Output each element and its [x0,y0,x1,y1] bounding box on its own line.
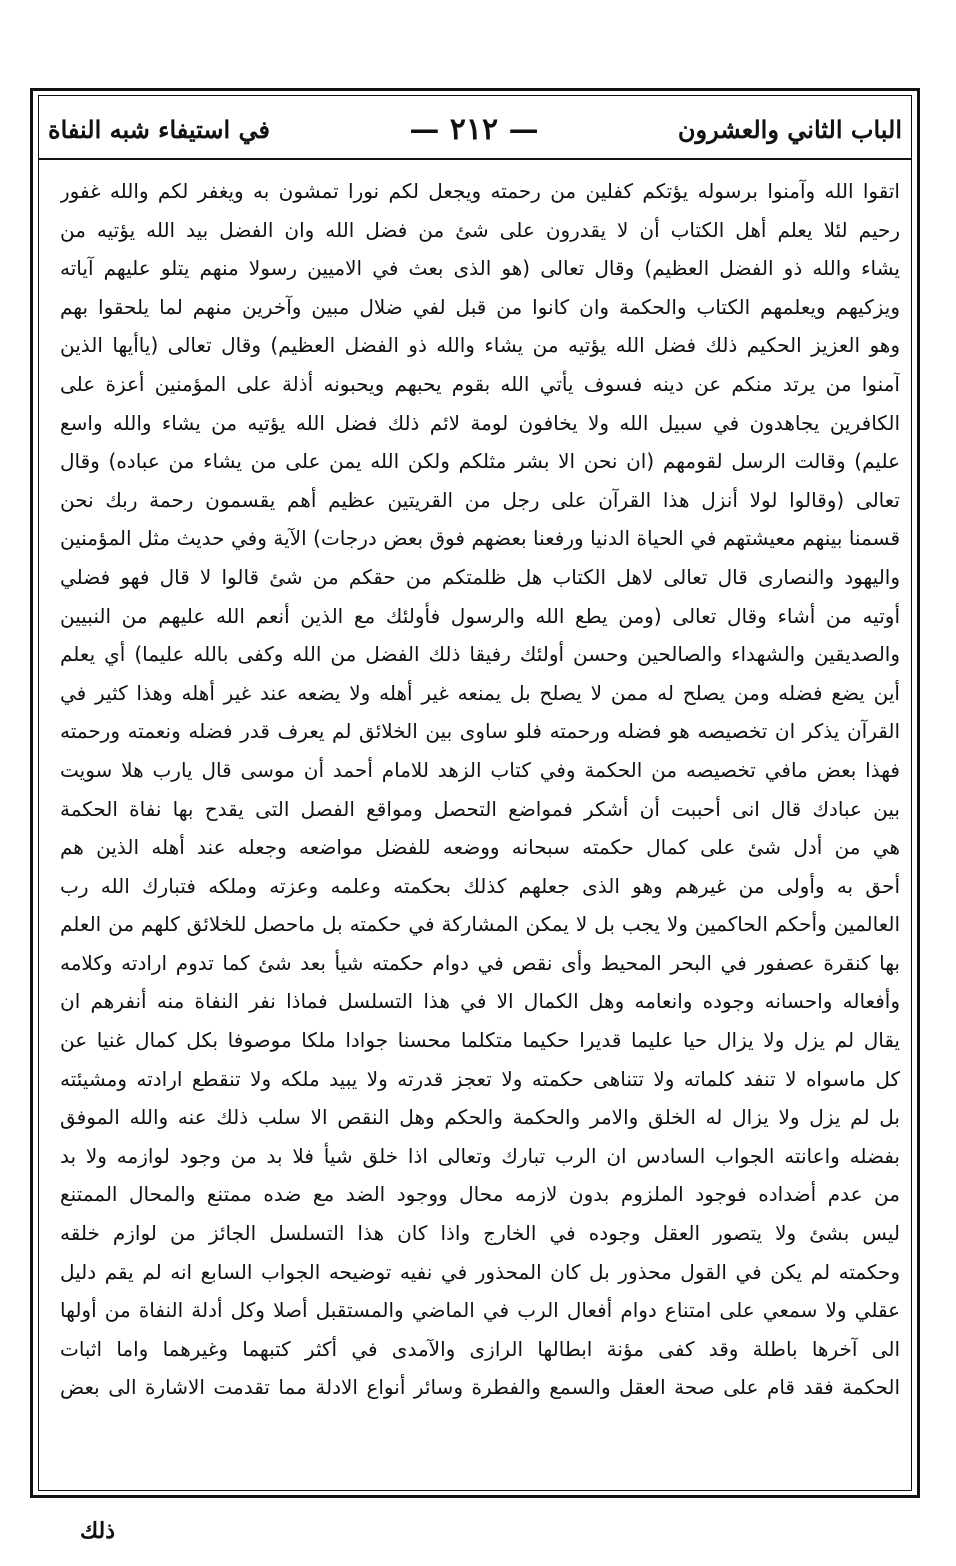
text-line: بل لم يزل ولا يزال له الخلق والامر والحكمة والحكم وهل النقص الا سلب ذلك عنه والله الموفق [60,1105,900,1130]
text-line: يقال لم يزل ولا يزال حيا عليما قديرا حكيما متكلما محسنا جوادا ملكا موصوفا بكل كمال غنيا عن [60,1028,900,1053]
text-line: الحكمة فقد قام على صحة العقل والسمع والفطرة وسائر أنواع الادلة مما تقدمت الاشارة الى بعض [60,1375,900,1400]
text-line: قسمنا بينهم معيشتهم في الحياة الدنيا ورفعنا بعضهم فوق بعض درجات) الآية وفي حديث مثل المؤمنين [60,526,900,551]
text-line: تعالى (وقالوا لولا أنزل هذا القرآن على رجل من القريتين عظيم أهم يقسمون رحمة ربك نحن [60,487,900,512]
header-rule [38,158,912,160]
text-line: القرآن يذكر ان تخصيصه هو فضله ورحمته فلو ساوى بين الخلائق لم يعرف قدر فضله ونعمته ورحمته [60,719,900,744]
text-line: وهو العزيز الحكيم ذلك فضل الله يؤتيه من يشاء والله ذو الفضل العظيم) وقال تعالى (ياأيها الذين [60,333,900,358]
text-line: ليس بشئ ولا يتصور العقل وجوده في الخارج واذا كان هذا التسلسل الجائز من لوازم خلقه [60,1221,900,1246]
text-line: ويزكيهم ويعلمهم الكتاب والحكمة وان كانوا من قبل لفي ضلال مبين وآخرين منهم لما يلحقوا بهم [60,294,900,319]
text-line: بين عبادك قال انى أحببت أن أشكر فمواضع التحصل ومواقع الفصل التى يقدح بها نفاة الحكمة [60,796,900,821]
section-title: في استيفاء شبه النفاة [48,114,271,144]
text-line: أوتيه من أشاء وقال تعالى (ومن يطع الله والرسول فأولئك مع الذين أنعم الله عليهم من النبيين [60,603,900,628]
text-line: يشاء والله ذو الفضل العظيم) وقال تعالى (هو الذى بعث في الاميين رسولا منهم يتلو عليهم آياته [60,256,900,281]
page-number: — ٢١٢ — [409,111,539,147]
text-line: العالمين وأحكم الحاكمين ولا يجب بل لا يمكن المشاركة في حكمته بل ماحصل للخلائق كلهم من العلم [60,912,900,937]
text-line: عقلي ولا سمعي على امتناع دوام أفعال الرب في الماضي والمستقبل أصلا وكل أدلة النفاة من أولها [60,1298,900,1323]
text-line: الى آخرها باطلة وقد كفى مؤنة ابطالها الرازى والآمدى في أكثر كتبهما وغيرهما واما اثبات [60,1336,900,1361]
text-line: أحق به وأولى من غيرهم وهو الذى جعلهم كذلك بحكمته وعلمه وعزته وملكه فتبارك الله رب [60,873,900,898]
text-line: من عدم أضداده فوجود الملزوم بدون لازمه محال ووجود الضد مع ضده ممتنع والمحال الممتنع [60,1182,900,1207]
text-line: اتقوا الله وآمنوا برسوله يؤتكم كفلين من رحمته ويجعل لكم نورا تمشون به ويغفر لكم والله غفور [60,179,900,203]
text-line: واليهود والنصارى قال تعالى لاهل الكتاب هل ظلمتكم من حقكم من شئ قالوا لا قال فهو فضلي [60,564,900,589]
text-line: والصديقين والشهداء والصالحين وحسن أولئك رفيقا ذلك الفضل من الله وكفى بالله عليما) أي يعلم [60,642,900,667]
text-line: أين يضع فضله ومن يصلح له ممن لا يصلح بل يمنعه غير أهله ولا يضعه عند غير أهله وهذا كثير في [60,680,900,705]
text-line: آمنوا من يرتد منكم عن دينه فسوف يأتي الله بقوم يحبهم ويحبونه أذلة على المؤمنين أعزة على [60,371,900,396]
text-line: هي من أدل شئ على كمال حكمته سبحانه ووضعه للفضل مواضعه وجعله عند أهله الذين هم [60,835,900,860]
catchword: ذلك [80,1518,116,1544]
main-text-block [60,172,900,1492]
text-line: الكافرين يجاهدون في سبيل الله ولا يخافون لومة لائم ذلك فضل الله يؤتيه من يشاء والله واسع [60,410,900,435]
text-line: وأفعاله واحسانه وجوده وانعامه وهل الكمال الا في هذا التسلسل فماذا نفر النفاة منه أنفرهم ان [60,989,900,1014]
text-line: بفضله واعانته الجواب السادس ان الرب تبارك وتعالى اذا خلق شيأ فلا بد من وجود لوازمه ولا بد [60,1143,900,1168]
text-line: فهذا بعض مافي تخصيصه من الحكمة وفي كتاب الزهد للامام أحمد أن موسى قال يارب هلا سويت [60,757,900,782]
text-line: كل ماسواه لا تنفد كلماته ولا تتناهى حكمته ولا تعجز قدرته ولا يبيد ملكه ولا تنقطع ارادته ومشيئته [60,1066,900,1091]
text-line: عليم) وقالت الرسل لقومهم (ان نحن الا بشر مثلكم ولكن الله يمن على من يشاء من عباده) وقال [60,449,900,474]
text-line: بها كنقرة عصفور في البحر المحيط وأى نقص في دوام حكمته شيأ بعد شئ كما تدوم ارادته وكلامه [60,950,900,975]
text-line: وحكمته لم يكن في القول محذور بل كان المحذور في نفيه توضيحه الجواب السابع انه لم يقم دليل [60,1259,900,1284]
chapter-title: الباب الثاني والعشرون [677,114,902,144]
text-line: رحيم لئلا يعلم أهل الكتاب أن لا يقدرون على شئ من فضل الله وان الفضل بيد الله يؤتيه من [60,217,900,242]
running-header [48,100,902,158]
